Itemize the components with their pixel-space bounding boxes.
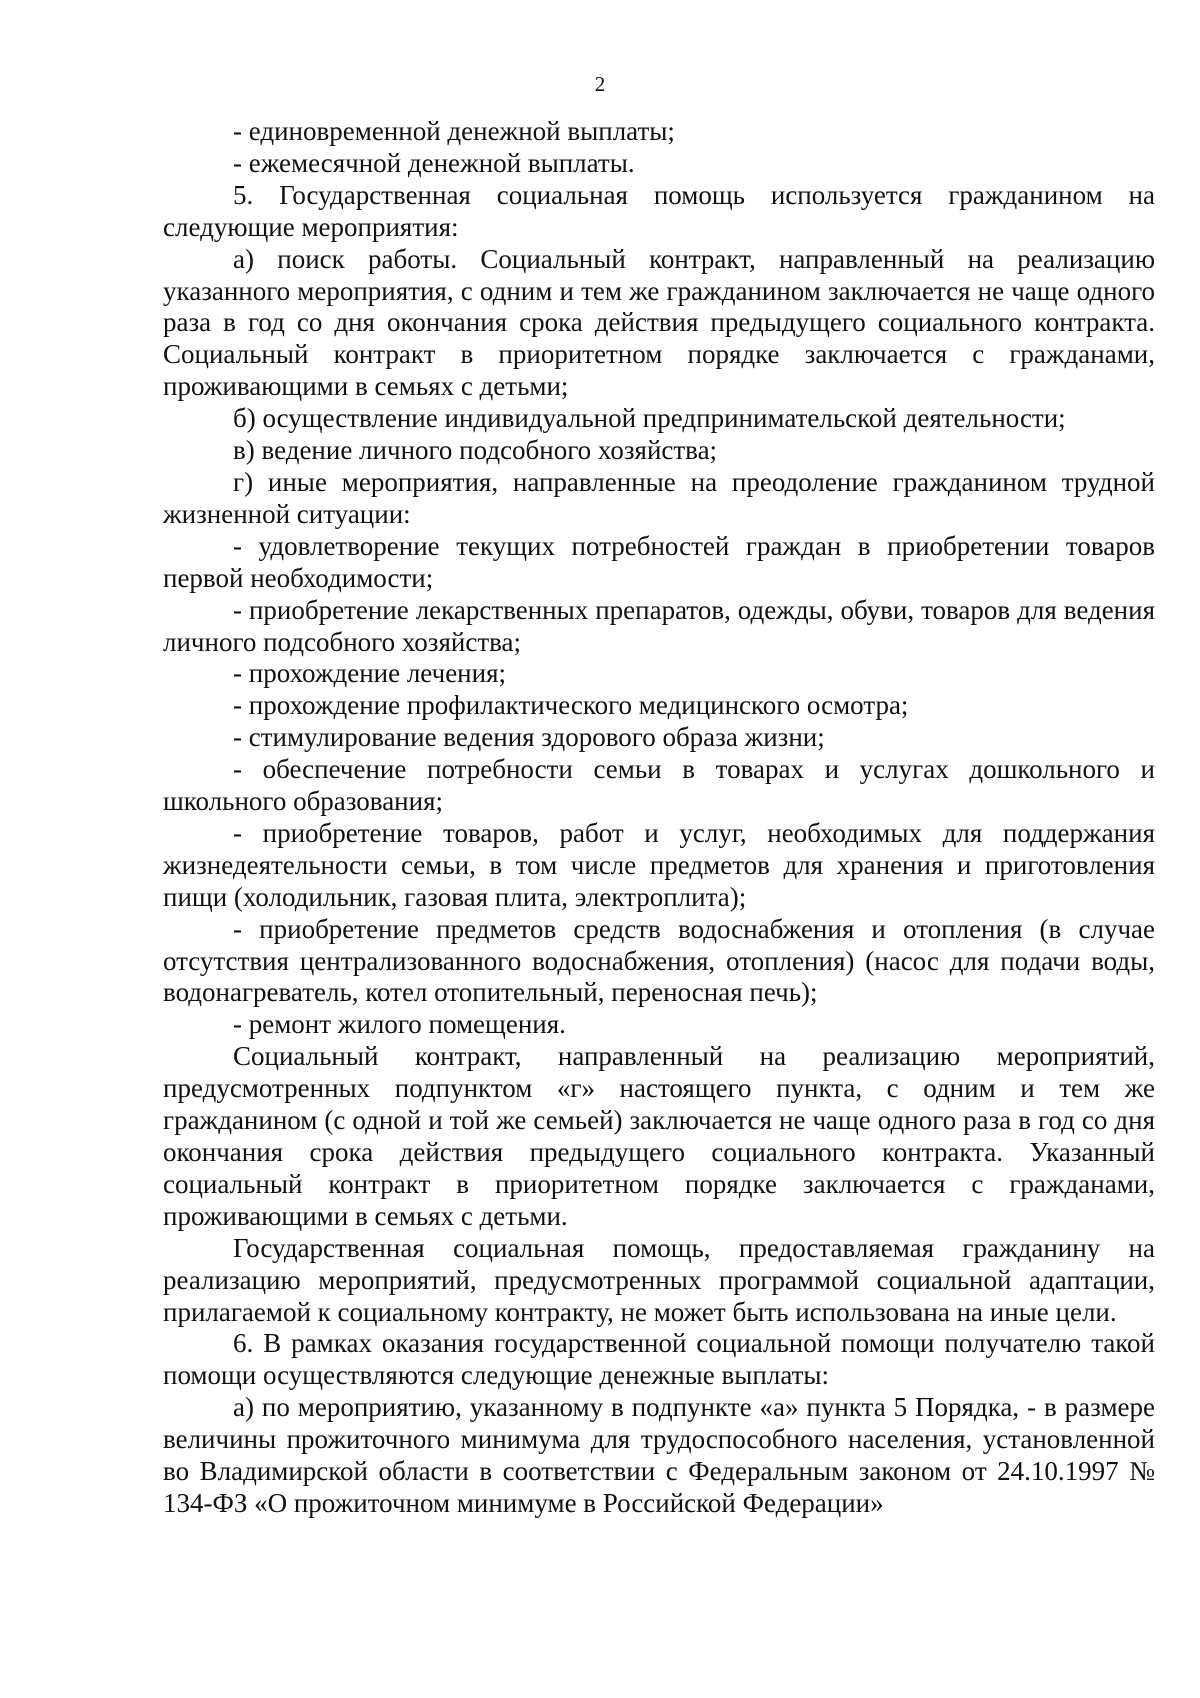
paragraph: а) по мероприятию, указанному в подпункте «а» пункта 5 Порядка, - в размере величины прожиточного минимума для трудоспособного населения, установленной во Владимирской области в соответствии с Федеральным законом от 24.10.1997 № 134-ФЗ «О прожиточном минимуме в Российской Федерации» xyxy=(163,1392,1155,1518)
paragraph: 6. В рамках оказания государственной социальной помощи получателю такой помощи осуществляются следующие денежные выплаты: xyxy=(163,1328,1155,1391)
paragraph: - приобретение товаров, работ и услуг, необходимых для поддержания жизнедеятельности семьи, в том числе предметов для хранения и приготовления пищи (холодильник, газовая плита, электроплита); xyxy=(163,817,1155,912)
paragraph: Социальный контракт, направленный на реализацию мероприятий, предусмотренных подпунктом «г» настоящего пункта, с одним и тем же гражданином (с одной и той же семьей) заключается не чаще одного раза в год со дня окончания срока действия предыдущего социального контракта. Указанный социальный контракт в приоритетном порядке заключается с гражданами, проживающими в семьях с детьми. xyxy=(163,1041,1155,1231)
paragraph: г) иные мероприятия, направленные на преодоление гражданином трудной жизненной ситуации: xyxy=(163,466,1155,529)
paragraph: - прохождение профилактического медицинского осмотра; xyxy=(233,690,909,721)
page-number: 2 xyxy=(594,72,606,96)
paragraph: - ремонт жилого помещения. xyxy=(233,1009,566,1040)
paragraph: а) поиск работы. Социальный контракт, направленный на реализацию указанного мероприятия, с одним и тем же гражданином заключается не чаще одного раза в год со дня окончания срока действия предыдущего социального контракта. Социальный контракт в приоритетном порядке заключается с гражданами, проживающими в семьях с детьми; xyxy=(163,243,1155,402)
paragraph: - удовлетворение текущих потребностей граждан в приобретении товаров первой необходимости; xyxy=(163,530,1155,593)
paragraph: в) ведение личного подсобного хозяйства; xyxy=(233,435,718,466)
paragraph: - обеспечение потребности семьи в товарах и услугах дошкольного и школьного образования; xyxy=(163,754,1155,817)
paragraph: - приобретение предметов средств водоснабжения и отопления (в случае отсутствия централизованного водоснабжения, отопления) (насос для подачи воды, водонагреватель, котел отопительный, переносная печь); xyxy=(163,913,1155,1008)
paragraph: 5. Государственная социальная помощь используется гражданином на следующие мероприятия: xyxy=(163,179,1155,242)
paragraph: б) осуществление индивидуальной предпринимательской деятельности; xyxy=(233,403,1066,434)
document-body xyxy=(163,116,1155,1520)
paragraph: - приобретение лекарственных препаратов, одежды, обуви, товаров для ведения личного подсобного хозяйства; xyxy=(163,594,1155,657)
paragraph: - прохождение лечения; xyxy=(233,658,506,689)
paragraph: - ежемесячной денежной выплаты. xyxy=(233,147,635,178)
paragraph: - единовременной денежной выплаты; xyxy=(233,116,675,146)
paragraph: Государственная социальная помощь, предоставляемая гражданину на реализацию мероприятий, предусмотренных программой социальной адаптации, прилагаемой к социальному контракту, не может быть использована на иные цели. xyxy=(163,1232,1155,1327)
paragraph: - стимулирование ведения здорового образа жизни; xyxy=(233,722,825,753)
